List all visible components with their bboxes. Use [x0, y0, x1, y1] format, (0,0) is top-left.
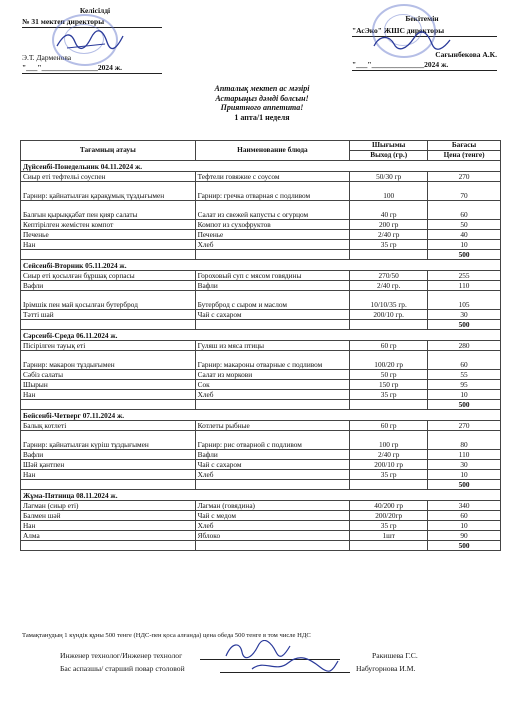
empty-cell — [21, 480, 196, 490]
dish-name-kz: Нан — [21, 240, 196, 250]
col-header-name-kz: Тағамның атауы — [21, 141, 196, 161]
col-header-name-ru: Наименование блюда — [195, 141, 350, 161]
dish-name-ru: Компот из сухофруктов — [195, 220, 350, 230]
dish-price: 340 — [428, 501, 501, 511]
empty-cell — [21, 320, 196, 330]
agreed-title: Келісілді — [79, 6, 111, 15]
day-total-row — [21, 541, 501, 551]
table-row — [21, 450, 501, 460]
table-row — [21, 172, 501, 182]
empty-cell — [350, 400, 428, 410]
dish-price: 80 — [428, 431, 501, 450]
dish-name-ru: Гороховый суп с мясом говядины — [195, 271, 350, 281]
dish-name-kz: Балғын қырыққабат пен қияр салаты — [21, 201, 196, 220]
day-total: 500 — [428, 541, 501, 551]
dish-name-ru: Хлеб — [195, 521, 350, 531]
empty-cell — [195, 480, 350, 490]
approved-title: Бекітемін — [405, 14, 439, 23]
dish-name-ru: Хлеб — [195, 240, 350, 250]
empty-cell — [350, 320, 428, 330]
table-row — [21, 291, 501, 310]
table-row — [21, 531, 501, 541]
dish-name-kz: Балық котлеті — [21, 421, 196, 431]
dish-price: 10 — [428, 240, 501, 250]
table-row — [21, 351, 501, 370]
col-header-output-kz: Шығымы — [350, 141, 428, 151]
table-row — [21, 341, 501, 351]
day-title: Сейсенбі-Вторник 05.11.2024 ж. — [21, 260, 501, 271]
dish-price: 70 — [428, 182, 501, 201]
table-row — [21, 230, 501, 240]
dish-name-ru: Чай с сахаром — [195, 310, 350, 320]
dish-price: 55 — [428, 370, 501, 380]
day-title: Бейсенбі-Четверг 07.11.2024 ж. — [21, 410, 501, 421]
dish-name-ru: Гарнир: гречка отварная с подливом — [195, 182, 350, 201]
table-row — [21, 271, 501, 281]
col-header-price-ru: Цена (тенге) — [428, 151, 501, 161]
dish-price: 30 — [428, 310, 501, 320]
dish-output: 35 гр — [350, 390, 428, 400]
day-total-row — [21, 250, 501, 260]
col-header-price-kz: Бағасы — [428, 141, 501, 151]
dish-output: 35 гр — [350, 470, 428, 480]
dish-output: 2/40 гр — [350, 450, 428, 460]
dish-name-ru: Сок — [195, 380, 350, 390]
price-footnote: Тамақтанудың 1 күндік құны 500 тенге (НДС-пен қоса алғанда) цена обеда 500 тенге в том числе НДС — [22, 632, 311, 639]
empty-cell — [350, 541, 428, 551]
dish-price: 90 — [428, 531, 501, 541]
dish-output: 2/40 гр — [350, 230, 428, 240]
approved-name: Сағынбекова А.К. — [435, 50, 497, 59]
dish-price: 60 — [428, 511, 501, 521]
dish-name-kz: Вафли — [21, 281, 196, 291]
col-header-output-ru: Выход (гр.) — [350, 151, 428, 161]
table-row — [21, 182, 501, 201]
table-row — [21, 470, 501, 480]
dish-name-ru: Лагман (говядина) — [195, 501, 350, 511]
dish-price: 270 — [428, 421, 501, 431]
day-total-row — [21, 480, 501, 490]
dish-output: 200/20гр — [350, 511, 428, 521]
intro-line-3: Приятного аппетита! — [220, 103, 304, 112]
day-total: 500 — [428, 400, 501, 410]
dish-name-kz: Сиыр еті тефтельі соуспен — [21, 172, 196, 182]
dish-name-ru: Гарнир: рис отварной с подливом — [195, 431, 350, 450]
intro-line-2: Астарыңыз дәмді болсын! — [215, 93, 309, 103]
approved-date: "___"______________2024 ж. — [352, 60, 497, 71]
dish-price: 40 — [428, 230, 501, 240]
dish-output: 60 гр — [350, 341, 428, 351]
dish-price: 30 — [428, 460, 501, 470]
table-row — [21, 460, 501, 470]
dish-name-kz: Нан — [21, 521, 196, 531]
dish-price: 105 — [428, 291, 501, 310]
dish-output: 60 гр — [350, 421, 428, 431]
dish-name-kz: Печенье — [21, 230, 196, 240]
dish-name-kz: Алма — [21, 531, 196, 541]
dish-output: 10/10/35 гр. — [350, 291, 428, 310]
dish-name-ru: Яблоко — [195, 531, 350, 541]
table-row — [21, 380, 501, 390]
day-header-row — [21, 410, 501, 421]
day-total: 500 — [428, 250, 501, 260]
empty-cell — [195, 400, 350, 410]
table-header-row-1 — [21, 141, 501, 151]
dish-name-ru: Гуляш из мяса птицы — [195, 341, 350, 351]
dish-output: 100 гр — [350, 431, 428, 450]
dish-name-kz: Кептірілген жемістен компот — [21, 220, 196, 230]
approved-position: "АсЭко" ЖШС директоры — [352, 26, 497, 37]
table-row — [21, 310, 501, 320]
dish-price: 10 — [428, 390, 501, 400]
dish-output: 40/200 гр — [350, 501, 428, 511]
table-row — [21, 281, 501, 291]
dish-price: 10 — [428, 521, 501, 531]
cook-signature — [250, 655, 340, 677]
dish-name-ru: Вафли — [195, 450, 350, 460]
dish-price: 255 — [428, 271, 501, 281]
dish-price: 50 — [428, 220, 501, 230]
dish-output: 40 гр — [350, 201, 428, 220]
dish-output: 50 гр — [350, 370, 428, 380]
empty-cell — [195, 250, 350, 260]
dish-price: 280 — [428, 341, 501, 351]
dish-output: 200/10 гр. — [350, 310, 428, 320]
dish-name-kz: Гарнир: қайнатылған күріш тұздығымен — [21, 431, 196, 450]
dish-price: 95 — [428, 380, 501, 390]
dish-price: 60 — [428, 351, 501, 370]
day-header-row — [21, 161, 501, 172]
agreed-name: Э.Т. Дарменова — [22, 53, 72, 62]
table-row — [21, 521, 501, 531]
dish-output: 2/40 гр. — [350, 281, 428, 291]
dish-name-ru: Хлеб — [195, 390, 350, 400]
empty-cell — [350, 250, 428, 260]
table-row — [21, 390, 501, 400]
empty-cell — [195, 320, 350, 330]
dish-name-ru: Котлеты рыбные — [195, 421, 350, 431]
empty-cell — [21, 250, 196, 260]
dish-output: 200 гр — [350, 220, 428, 230]
dish-price: 10 — [428, 470, 501, 480]
dish-name-kz: Нан — [21, 390, 196, 400]
director-signature-right — [372, 30, 452, 54]
dish-name-ru: Салат из моркови — [195, 370, 350, 380]
day-total-row — [21, 400, 501, 410]
empty-cell — [21, 400, 196, 410]
dish-name-kz: Пісірілген тауық еті — [21, 341, 196, 351]
dish-output: 50/30 гр — [350, 172, 428, 182]
day-title: Дүйсенбі-Понедельник 04.11.2024 ж. — [21, 161, 501, 172]
dish-output: 270/50 — [350, 271, 428, 281]
dish-output: 35 гр — [350, 240, 428, 250]
table-row — [21, 220, 501, 230]
dish-name-ru: Тефтели говяжие с соусом — [195, 172, 350, 182]
day-header-row — [21, 260, 501, 271]
dish-output: 100 — [350, 182, 428, 201]
table-row — [21, 431, 501, 450]
day-total: 500 — [428, 320, 501, 330]
day-total-row — [21, 320, 501, 330]
dish-output: 150 гр — [350, 380, 428, 390]
dish-name-kz: Шәй қантпен — [21, 460, 196, 470]
dish-price: 110 — [428, 450, 501, 460]
dish-name-ru: Чай с сахаром — [195, 460, 350, 470]
dish-output: 200/10 гр — [350, 460, 428, 470]
day-title: Жұма-Пятница 08.11.2024 ж. — [21, 490, 501, 501]
signature-label-cook: Бас аспазшы/ старший повар столовой — [60, 664, 185, 673]
dish-name-kz: Вафли — [21, 450, 196, 460]
dish-price: 270 — [428, 172, 501, 182]
table-row — [21, 511, 501, 521]
dish-output: 100/20 гр — [350, 351, 428, 370]
empty-cell — [195, 541, 350, 551]
table-row — [21, 201, 501, 220]
dish-name-kz: Нан — [21, 470, 196, 480]
director-signature-left — [55, 28, 125, 54]
dish-name-ru: Бутерброд с сыром и маслом — [195, 291, 350, 310]
dish-price: 110 — [428, 281, 501, 291]
empty-cell — [350, 480, 428, 490]
empty-cell — [21, 541, 196, 551]
signature-name-technologist: Ракишева Г.С. — [372, 651, 418, 660]
dish-name-kz: Ірімшік пен май қосылған бутерброд — [21, 291, 196, 310]
dish-name-ru: Вафли — [195, 281, 350, 291]
menu-table — [20, 140, 501, 551]
table-row — [21, 370, 501, 380]
table-row — [21, 501, 501, 511]
dish-price: 60 — [428, 201, 501, 220]
day-header-row — [21, 490, 501, 501]
dish-name-ru: Салат из свежей капусты с огурцом — [195, 201, 350, 220]
intro-line-4: 1 апта/1 неделя — [234, 112, 290, 122]
dish-name-ru: Печенье — [195, 230, 350, 240]
dish-name-kz: Гарнир: макарон тұздығымен — [21, 351, 196, 370]
dish-name-kz: Сиыр еті қосылған бұршақ сорпасы — [21, 271, 196, 281]
table-row — [21, 240, 501, 250]
signature-label-technologist: Инженер технолог/Инженер технолог — [60, 651, 183, 660]
dish-name-kz: Балмен шәй — [21, 511, 196, 521]
day-header-row — [21, 330, 501, 341]
agreed-date: "___"_______________2024 ж. — [22, 63, 162, 74]
intro-line-1: Апталық мектеп ас мәзірі — [214, 84, 310, 93]
dish-name-ru: Гарнир: макароны отварные с подливом — [195, 351, 350, 370]
signature-name-cook: Набугорнова И.М. — [356, 664, 416, 673]
day-title: Сәрсенбі-Среда 06.11.2024 ж. — [21, 330, 501, 341]
day-total: 500 — [428, 480, 501, 490]
dish-name-kz: Гарнир: қайнатылған қарақұмық тұздығымен — [21, 182, 196, 201]
dish-name-kz: Тәтті шай — [21, 310, 196, 320]
agreed-position: № 31 мектеп директоры — [22, 17, 162, 28]
table-row — [21, 421, 501, 431]
dish-name-kz: Шырын — [21, 380, 196, 390]
dish-name-ru: Чай с медом — [195, 511, 350, 521]
dish-output: 35 гр — [350, 521, 428, 531]
dish-output: 1шт — [350, 531, 428, 541]
dish-name-kz: Лагман (сиыр еті) — [21, 501, 196, 511]
dish-name-kz: Сәбіз салаты — [21, 370, 196, 380]
dish-name-ru: Хлеб — [195, 470, 350, 480]
